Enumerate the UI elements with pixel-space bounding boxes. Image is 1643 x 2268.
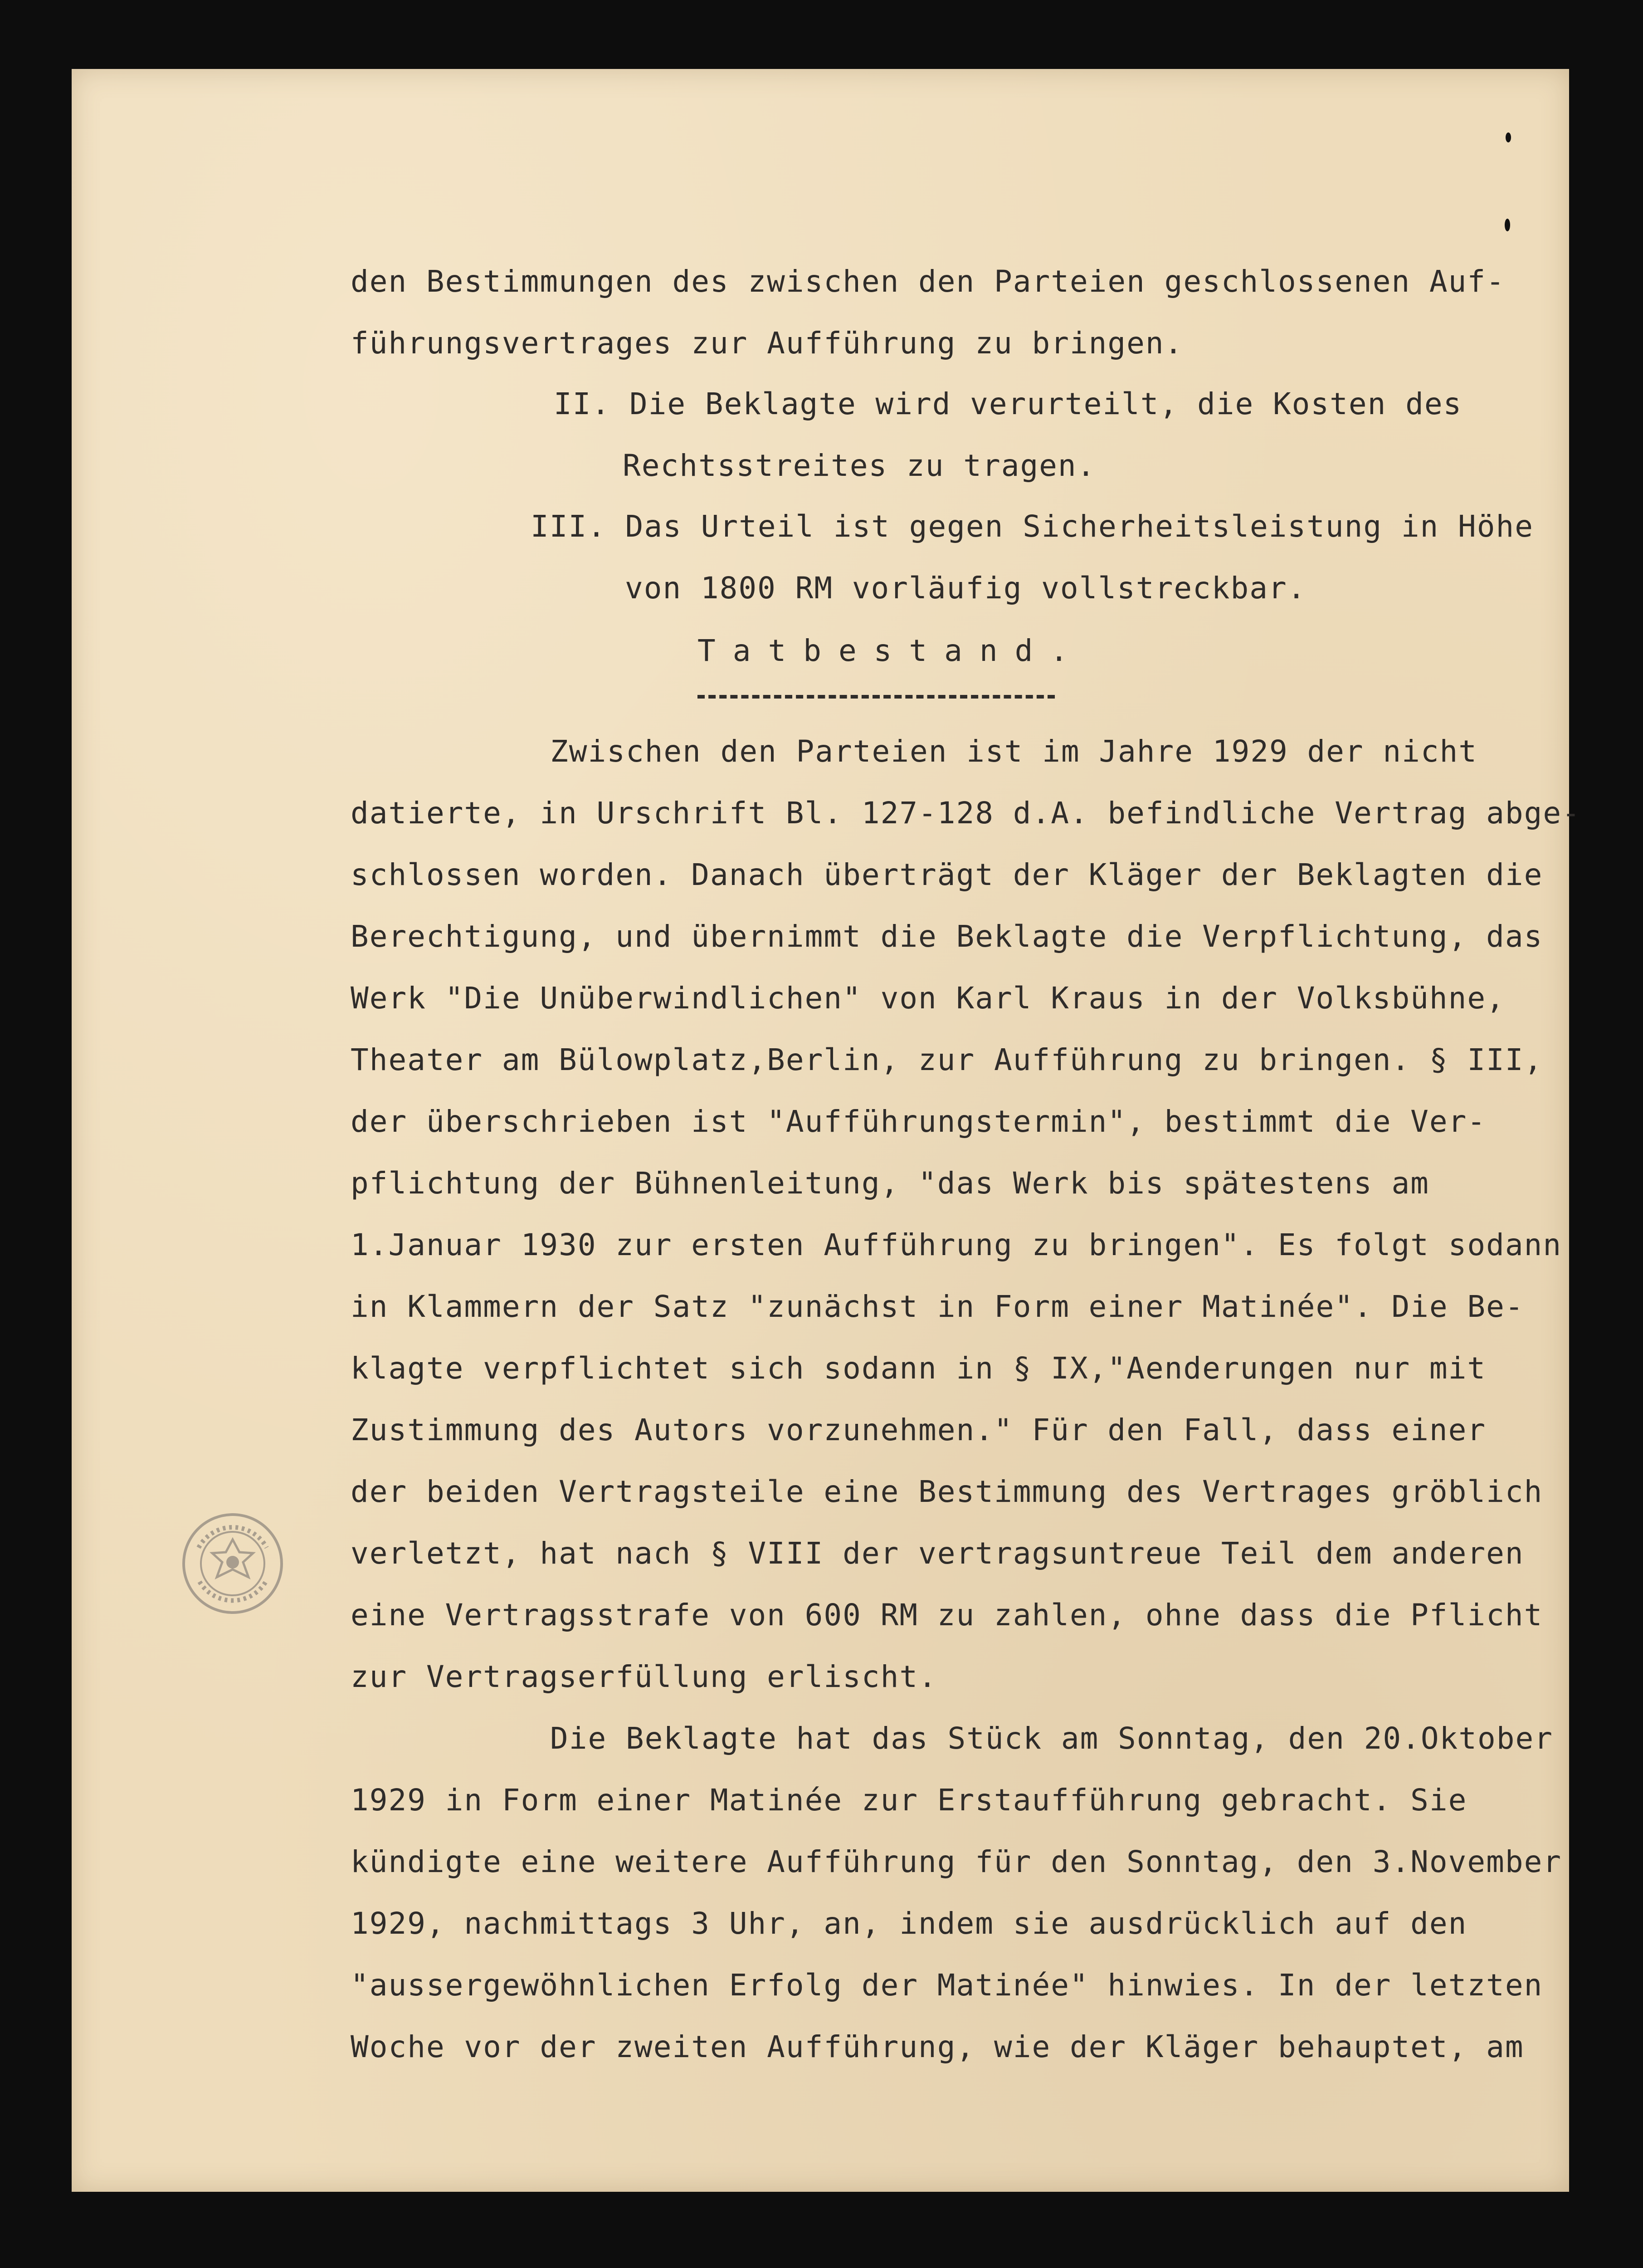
text-line: 1929, nachmittags 3 Uhr, an, indem sie ausdrücklich auf den [351,1906,1467,1941]
text-line: der überschrieben ist "Aufführungstermin", bestimmt die Ver- [351,1104,1487,1139]
text-line: 1.Januar 1930 zur ersten Aufführung zu bringen". Es folgt sodann [351,1227,1562,1262]
text-line: Werk "Die Unüberwindlichen" von Karl Kraus in der Volksbühne, [351,981,1505,1016]
margin-speck [1506,132,1511,142]
text-line: II. Die Beklagte wird verurteilt, die Kosten des [554,386,1463,421]
text-line: 1929 in Form einer Matinée zur Erstaufführung gebracht. Sie [351,1783,1467,1818]
text-line: verletzt, hat nach § VIII der vertragsuntreue Teil dem anderen [351,1536,1524,1571]
text-line: pflichtung der Bühnenleitung, "das Werk bis spätestens am [351,1166,1429,1201]
text-line: Zwischen den Parteien ist im Jahre 1929 der nicht [550,734,1478,769]
text-line: klagte verpflichtet sich sodann in § IX,"Aenderungen nur mit [351,1351,1487,1386]
text-line: Berechtigung, und übernimmt die Beklagte die Verpflichtung, das [351,919,1543,954]
text-line: zur Vertragserfüllung erlischt. [351,1659,937,1694]
text-line: Woche vor der zweiten Aufführung, wie der Kläger behauptet, am [351,2029,1524,2064]
text-line: Die Beklagte hat das Stück am Sonntag, den 20.Oktober [550,1721,1553,1756]
text-line: "aussergewöhnlichen Erfolg der Matinée" hinwies. In der letzten [351,1968,1543,2003]
document-page [72,69,1581,2192]
text-line: in Klammern der Satz "zunächst in Form einer Matinée". Die Be- [351,1289,1524,1324]
text-line: schlossen worden. Danach überträgt der Kläger der Beklagten die [351,857,1543,892]
text-line: Rechtsstreites zu tragen. [623,448,1096,483]
section-heading: Tatbestand. [697,633,1086,668]
text-line: kündigte eine weitere Aufführung für den Sonntag, den 3.November [351,1844,1562,1879]
heading-underline [697,695,1055,699]
text-line: Zustimmung des Autors vorzunehmen." Für den Fall, dass einer [351,1413,1487,1447]
text-line: den Bestimmungen des zwischen den Parteien geschlossenen Auf- [351,264,1505,299]
text-line: Theater am Bülowplatz,Berlin, zur Aufführung zu bringen. § III, [351,1042,1543,1077]
text-line: III. Das Urteil ist gegen Sicherheitsleistung in Höhe [531,509,1534,544]
text-line: von 1800 RM vorläufig vollstreckbar. [625,571,1307,606]
text-line: führungsvertrages zur Aufführung zu bringen. [351,326,1184,361]
library-stamp [180,1511,285,1616]
text-line: datierte, in Urschrift Bl. 127-128 d.A. befindliche Vertrag abge- [351,796,1581,831]
text-line: der beiden Vertragsteile eine Bestimmung des Vertrages gröblich [351,1474,1543,1509]
margin-speck [1505,219,1510,231]
text-line: eine Vertragsstrafe von 600 RM zu zahlen, ohne dass die Pflicht [351,1598,1543,1633]
